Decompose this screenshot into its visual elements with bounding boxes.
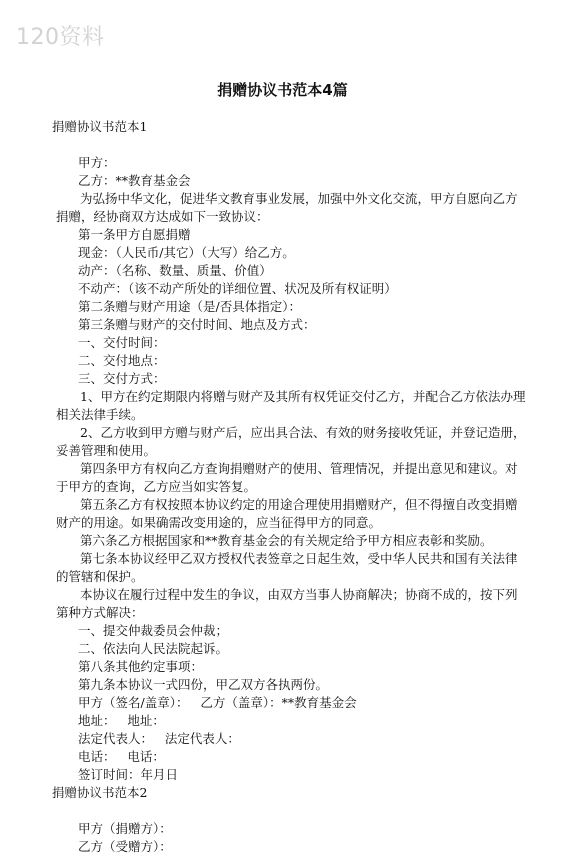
document-body — [52, 118, 526, 856]
article-4: 第四条甲方有权向乙方查询捐赠财产的使用、管理情况，并提出意见和建议。对于甲方的查询，乙方应当如实答复。 — [56, 461, 518, 494]
article-3: 第三条赠与财产的交付时间、地点及方式： — [78, 317, 316, 332]
delivery-method: 三、交付方式： — [78, 371, 166, 386]
option-1: 一、提交仲裁委员会仲裁； — [78, 623, 229, 638]
article-5: 第五条乙方有权按照本协议约定的用途合理使用捐赠财产，但不得擅自改变捐赠财产的用途。如果确需改变用途的，应当征得甲方的同意。 — [56, 497, 518, 530]
item-2: 2、乙方收到甲方赠与财产后，应出具合法、有效的财务接收凭证，并登记造册，妥善管理和使用。 — [56, 425, 526, 458]
article-9: 第九条本协议一式四份，甲乙双方各执两份。 — [78, 677, 329, 692]
intro-paragraph: 为弘扬中华文化，促进华文教育事业发展，加强中外文化交流，甲方自愿向乙方捐赠，经协商双方达成如下一致协议： — [56, 191, 518, 224]
movable-line: 动产：（名称、数量、质量、价值） — [78, 263, 272, 278]
party-b-line: 乙方：**教育基金会 — [78, 173, 191, 188]
signature-line: 甲方（签名/盖章）： 乙方（盖章）：**教育基金会 — [78, 695, 357, 710]
item-1: 1、甲方在约定期限内将赠与财产及其所有权凭证交付乙方，并配合乙方依法办理相关法律手续。 — [56, 389, 526, 422]
article-2: 第二条赠与财产用途（是/否具体指定）： — [78, 299, 301, 314]
watermark: 120资料 — [16, 25, 105, 50]
delivery-time: 一、交付时间： — [78, 335, 166, 350]
legal-rep-line: 法定代表人： 法定代表人： — [78, 731, 240, 746]
date-line: 签订时间：年月日 — [78, 767, 179, 782]
article-8: 第八条其他约定事项： — [78, 659, 204, 674]
phone-line: 电话： 电话： — [78, 749, 165, 764]
section1-heading: 捐赠协议书范本1 — [52, 119, 148, 134]
cash-line: 现金：（人民币/其它）（大写）给乙方。 — [78, 245, 295, 260]
section2-heading: 捐赠协议书范本2 — [52, 785, 148, 800]
delivery-place: 二、交付地点： — [78, 353, 166, 368]
party-a-line: 甲方： — [78, 155, 116, 170]
section2-party-a: 甲方（捐赠方）： — [78, 821, 172, 836]
section2-party-b: 乙方（受赠方）： — [78, 839, 172, 854]
article-6: 第六条乙方根据国家和**教育基金会的有关规定给予甲方相应表彰和奖励。 — [80, 533, 493, 548]
article-7: 第七条本协议经甲乙双方授权代表签章之日起生效，受中华人民共和国有关法律的管辖和保护。 — [56, 551, 518, 584]
address-line: 地址： 地址： — [78, 713, 165, 728]
article-1: 第一条甲方自愿捐赠 — [78, 227, 191, 242]
dispute-paragraph: 本协议在履行过程中发生的争议，由双方当事人协商解决；协商不成的，按下列第种方式解决： — [56, 587, 518, 620]
option-2: 二、依法向人民法院起诉。 — [78, 641, 229, 656]
immovable-line: 不动产：（该不动产所处的详细位置、状况及所有权证明） — [78, 281, 397, 296]
document-title: 捐赠协议书范本4篇 — [217, 81, 348, 99]
